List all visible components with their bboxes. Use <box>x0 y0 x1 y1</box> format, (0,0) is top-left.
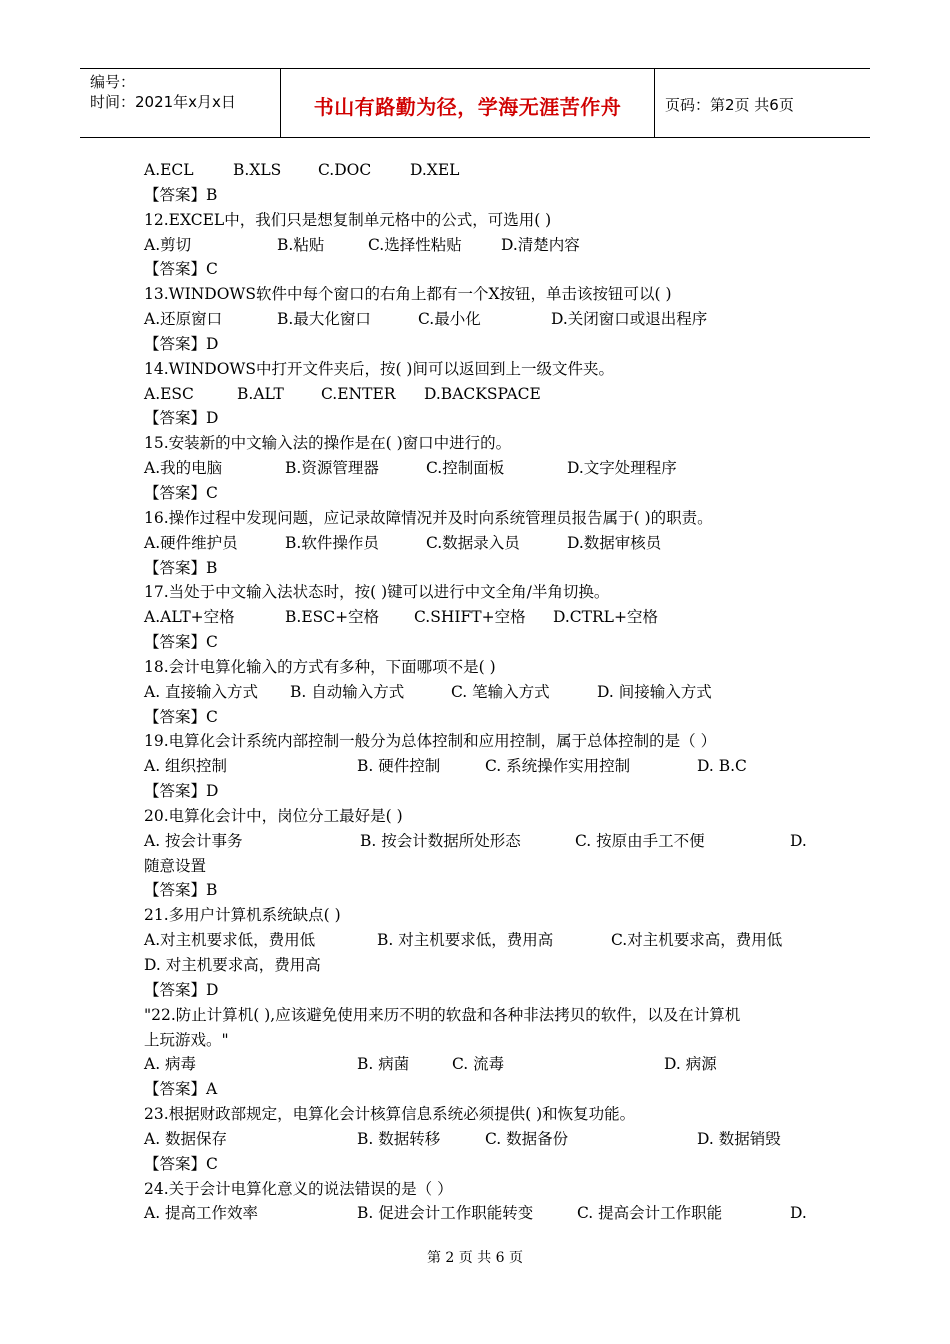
options-row <box>144 456 808 481</box>
question-line: 14.WINDOWS中打开文件夹后，按( )间可以返回到上一级文件夹。 <box>144 359 614 378</box>
option-d: D. <box>790 1204 807 1223</box>
answer-line: 【答案】B <box>144 881 218 900</box>
answer-line: 【答案】C <box>144 260 218 279</box>
option-a: A.ESC <box>144 384 194 403</box>
question-line: 17.当处于中文输入法状态时，按( )键可以进行中文全角/半角切换。 <box>144 583 610 602</box>
option-a: A. 提高工作效率 <box>144 1204 259 1223</box>
option-b: B. 病菌 <box>357 1055 410 1074</box>
option-a: A. 按会计事务 <box>144 831 243 850</box>
option-d: D.BACKSPACE <box>424 384 541 403</box>
answer-line: 【答案】C <box>144 483 218 502</box>
question-line: 19.电算化会计系统内部控制一般分为总体控制和应用控制，属于总体控制的是（ ） <box>144 732 717 751</box>
answer-line: 【答案】D <box>144 334 219 353</box>
option-d: D.关闭窗口或退出程序 <box>551 310 708 329</box>
option-a: A. 数据保存 <box>144 1129 228 1148</box>
option-c: C.对主机要求高，费用低 <box>611 931 783 950</box>
option-d: D.数据审核员 <box>567 533 662 552</box>
answer-line: 【答案】C <box>144 633 218 652</box>
option-a: A.硬件维护员 <box>144 533 238 552</box>
question-line: 12.EXCEL中，我们只是想复制单元格中的公式，可选用( ) <box>144 210 552 229</box>
option-c: C. 系统操作实用控制 <box>485 757 631 776</box>
answer-line: 【答案】C <box>144 1154 218 1173</box>
option-d: D.清楚内容 <box>501 235 580 254</box>
option-d: D.文字处理程序 <box>567 459 677 478</box>
answer-line: 【答案】A <box>144 1080 218 1099</box>
question-line: "22.防止计算机( ),应该避免使用来历不明的软盘和各种非法拷贝的软件，以及在计算机 <box>144 1005 741 1024</box>
option-b: B. 硬件控制 <box>357 757 441 776</box>
options-row <box>144 680 808 705</box>
option-b: B.XLS <box>233 161 282 179</box>
option-b: B. 促进会计工作职能转变 <box>357 1204 534 1223</box>
options-row <box>144 233 808 258</box>
options-row <box>144 1201 808 1226</box>
option-c: C.DOC <box>318 161 372 179</box>
option-c: C. 提高会计工作职能 <box>577 1204 723 1223</box>
option-d: D.XEL <box>410 161 460 179</box>
option-b: B. 对主机要求低，费用高 <box>377 931 554 950</box>
motto-text: 书山有路勤为径，学海无涯苦作舟 <box>313 95 622 119</box>
answer-line: 【答案】D <box>144 409 219 428</box>
option-c: C. 笔输入方式 <box>451 682 550 701</box>
option-b: B.最大化窗口 <box>277 310 371 329</box>
option-c: C. 数据备份 <box>485 1129 569 1148</box>
option-b: B.ESC+空格 <box>285 608 380 627</box>
option-c: C.最小化 <box>418 310 481 329</box>
question-line: 23.根据财政部规定，电算化会计核算信息系统必须提供( )和恢复功能。 <box>144 1105 636 1124</box>
question-line: 24.关于会计电算化意义的说法错误的是（ ） <box>144 1179 453 1198</box>
option-a: A. 直接输入方式 <box>144 682 259 701</box>
options-row <box>144 1127 808 1152</box>
option-d: D. 间接输入方式 <box>597 682 712 701</box>
option-c: C.数据录入员 <box>426 533 520 552</box>
question-continuation: 上玩游戏。" <box>144 1030 229 1049</box>
answer-line: 【答案】C <box>144 707 218 726</box>
options-row <box>144 928 808 953</box>
option-b: B.资源管理器 <box>285 459 379 478</box>
document-time-label: 时间：2021年x月x日 <box>90 93 236 111</box>
option-c: C.SHIFT+空格 <box>414 608 526 627</box>
page-header <box>80 68 870 138</box>
question-line: 20.电算化会计中，岗位分工最好是( ) <box>144 806 403 825</box>
option-b: B.ALT <box>237 384 284 403</box>
option-c: C. 流毒 <box>452 1055 505 1074</box>
option-c: C.ENTER <box>321 384 396 403</box>
option-a: A.剪切 <box>144 235 192 254</box>
answer-line: 【答案】D <box>144 782 219 801</box>
option-a: A. 组织控制 <box>144 757 228 776</box>
options-row <box>144 158 808 183</box>
header-page-cell <box>655 69 870 137</box>
option-a: A.ECL <box>144 161 194 179</box>
option-b: B.软件操作员 <box>285 533 379 552</box>
document-number-label: 编号： <box>90 73 136 91</box>
question-line: 13.WINDOWS软件中每个窗口的右角上都有一个X按钮，单击该按钮可以( ) <box>144 285 672 304</box>
option-continuation: D. 对主机要求高，费用高 <box>144 956 321 974</box>
options-row <box>144 754 808 779</box>
page-footer: 第 2 页 共 6 页 <box>426 1250 524 1266</box>
answer-line: 【答案】B <box>144 185 218 204</box>
question-line: 16.操作过程中发现问题，应记录故障情况并及时向系统管理员报告属于( )的职责。 <box>144 508 713 527</box>
option-a: A. 病毒 <box>144 1055 197 1074</box>
question-line: 15.安装新的中文输入法的操作是在( )窗口中进行的。 <box>144 434 512 453</box>
options-row <box>144 307 808 332</box>
option-d: D. 数据销毁 <box>697 1129 781 1148</box>
option-d: D. <box>790 831 807 850</box>
options-row <box>144 605 808 630</box>
option-b: B. 自动输入方式 <box>290 682 405 701</box>
option-c: C. 按原由手工不便 <box>575 831 705 850</box>
option-b: B. 数据转移 <box>357 1129 441 1148</box>
options-row <box>144 1052 808 1077</box>
options-row <box>144 829 808 854</box>
option-c: C.选择性粘贴 <box>368 235 462 254</box>
question-line: 18.会计电算化输入的方式有多种，下面哪项不是( ) <box>144 657 496 676</box>
option-d: D. B.C <box>697 757 747 776</box>
option-a: A.对主机要求低，费用低 <box>144 931 316 950</box>
option-b: B.粘贴 <box>277 235 325 254</box>
option-continuation: 随意设置 <box>144 856 207 875</box>
options-row <box>144 531 808 556</box>
answer-line: 【答案】B <box>144 558 218 577</box>
header-page-label: 页码：第2页 共6页 <box>665 96 794 114</box>
header-motto-cell <box>281 69 655 137</box>
question-line: 21.多用户计算机系统缺点( ) <box>144 906 341 925</box>
question-list <box>144 158 808 1226</box>
answer-line: 【答案】D <box>144 980 219 999</box>
option-a: A.还原窗口 <box>144 310 223 329</box>
header-info-cell <box>80 69 281 137</box>
option-a: A.我的电脑 <box>144 459 223 478</box>
option-c: C.控制面板 <box>426 459 505 478</box>
option-a: A.ALT+空格 <box>144 608 235 627</box>
option-d: D. 病源 <box>664 1055 717 1074</box>
options-row <box>144 382 808 407</box>
option-b: B. 按会计数据所处形态 <box>360 831 521 850</box>
option-d: D.CTRL+空格 <box>553 608 658 627</box>
